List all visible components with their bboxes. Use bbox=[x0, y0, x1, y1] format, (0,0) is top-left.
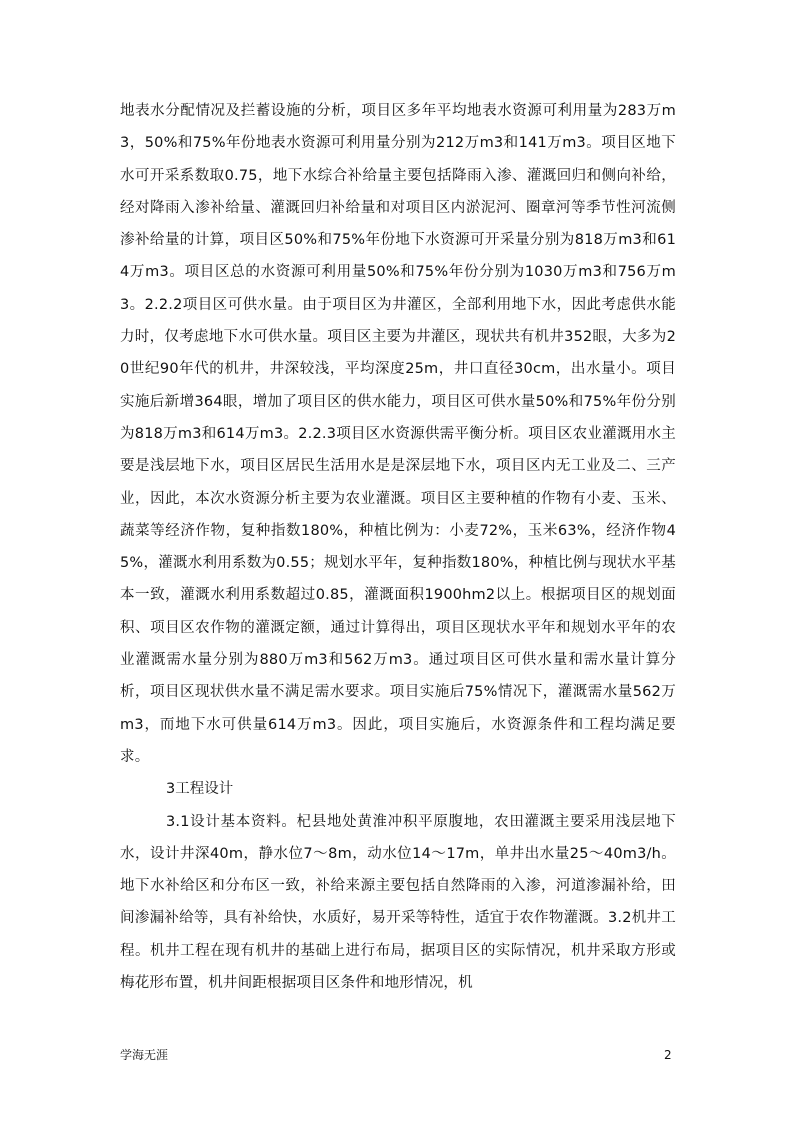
paragraph-water-resources: 地表水分配情况及拦蓄设施的分析，项目区多年平均地表水资源可利用量为283万m3，50%和75%年份地表水资源可利用量分别为212万m3和141万m3。项目区地下水可开采系数取0.75，地下水综合补给量主要包括降雨入渗、灌溉回归和侧向补给，经对降雨入渗补给量、灌溉回归补给量和对项目区内淤泥河、圈章河等季节性河流侧渗补给量的计算，项目区50%和75%年份地下水资源可开采量分别为818万m3和614万m3。项目区总的水资源可利用量50%和75%年份分别为1030万m3和756万m3。2.2.2项目区可供水量。由于项目区为井灌区，全部利用地下水，因此考虑供水能力时，仅考虑地下水可供水量。项目区主要为井灌区，现状共有机井352眼，大多为20世纪90年代的机井，井深较浅，平均深度25m，井口直径30cm，出水量小。项目实施后新增364眼，增加了项目区的供水能力，项目区可供水量50%和75%年份分别为818万m3和614万m3。2.2.3项目区水资源供需平衡分析。项目区农业灌溉用水主要是浅层地下水，项目区居民生活用水是是深层地下水，项目区内无工业及二、三产业，因此，本次水资源分析主要为农业灌溉。项目区主要种植的作物有小麦、玉米、蔬菜等经济作物，复种指数180%，种植比例为：小麦72%，玉米63%，经济作物45%，灌溉水利用系数为0.55；规划水平年，复种指数180%，种植比例与现状水平基本一致，灌溉水利用系数超过0.85，灌溉面积1900hm2以上。根据项目区的规划面积、项目区农作物的灌溉定额，通过计算得出，项目区现状水平年和规划水平年的农业灌溉需水量分别为880万m3和562万m3。通过项目区可供水量和需水量计算分析，项目区现状供水量不满足需水要求。项目实施后75%情况下，灌溉需水量562万m3，而地下水可供量614万m3。因此，项目实施后，水资源条件和工程均满足要求。 bbox=[120, 103, 676, 765]
section-heading: 3工程设计 bbox=[166, 781, 234, 798]
page-number: 2 bbox=[664, 1048, 672, 1062]
footer-motto: 学海无涯 bbox=[120, 1048, 169, 1062]
paragraph-engineering-design: 3.1设计基本资料。杞县地处黄淮冲积平原腹地，农田灌溉主要采用浅层地下水，设计井深40m，静水位7～8m，动水位14～17m，单井出水量25～40m3/h。地下水补给区和分布区一致，补给来源主要包括自然降雨的入渗，河道渗漏补给，田间渗漏补给等，具有补给快，水质好，易开采等特性，适宜于农作物灌溉。3.2机井工程。机井工程在现有机井的基础上进行布局，据项目区的实际情况，机井采取方形或梅花形布置，机井间距根据项目区条件和地形情况，机 bbox=[120, 813, 676, 992]
body-text bbox=[120, 95, 676, 999]
